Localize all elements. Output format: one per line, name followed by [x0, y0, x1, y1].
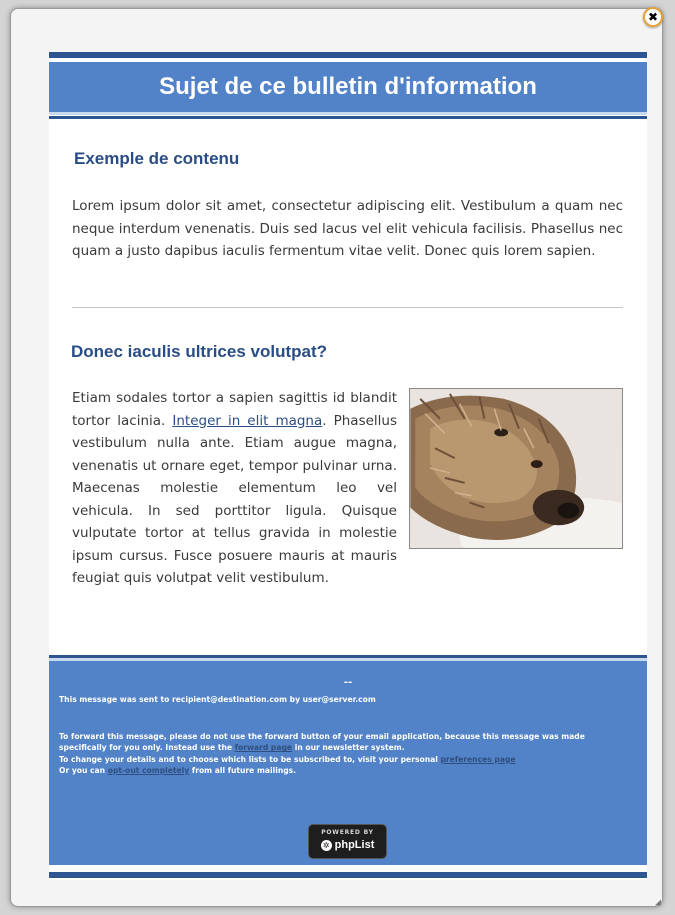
footer-optout-text: Or you can [59, 765, 108, 775]
header-divider-dark [49, 116, 647, 119]
footer-forward-text-end: in our newsletter system. [292, 743, 405, 753]
header-divider-light [49, 112, 647, 115]
newsletter-title: Sujet de ce bulletin d'information [49, 62, 647, 112]
phplist-icon: ✲ [321, 840, 332, 851]
forward-page-link[interactable]: forward page [234, 743, 293, 753]
integer-in-elit-magna-link[interactable]: Integer in elit magna [172, 412, 323, 429]
footer-separator: -- [343, 677, 353, 688]
close-icon: ✖ [647, 10, 659, 24]
section2-text-start: Etiam sodales tortor a sapien sagittis id blandit tortor lacinia. [72, 390, 397, 429]
footer-forward-text: To forward this message, please do not use the forward button of your email application, because this message was made specifically for you only. Instead use the [59, 732, 585, 753]
preferences-page-link[interactable]: preferences page [440, 754, 516, 764]
powered-by-label: POWERED BY [321, 829, 374, 836]
section2-heading: Donec iaculis ultrices volutpat? [71, 342, 328, 361]
footer-optout-text-end: from all future mailings. [189, 765, 297, 775]
section-divider [72, 307, 623, 308]
phplist-label: phpList [334, 839, 375, 851]
dog-photo-image [410, 389, 622, 548]
footer-sent-line: This message was sent to recipient@destination.com by user@server.com [59, 695, 376, 704]
footer-prefs-line [59, 754, 629, 765]
footer-forward-line [59, 731, 629, 754]
opt-out-link[interactable]: opt-out completely [107, 765, 190, 775]
footer-optout-line [59, 765, 629, 776]
section2-paragraph [72, 387, 623, 590]
newsletter-body [49, 52, 647, 880]
newsletter-footer [49, 661, 647, 865]
resize-handle-icon[interactable]: ◢ [655, 897, 662, 908]
powered-by-phplist-badge[interactable] [308, 824, 387, 859]
section1-heading: Exemple de contenu [74, 149, 240, 168]
footer-instructions [59, 731, 629, 776]
section2-text-end: . Phasellus vestibulum nulla ante. Etiam augue magna, venenatis ut ornare eget, tempor pulvinar urna. Maecenas molestie elementum leo vel vehicula. In sed porttitor ligula. Quisque vulputate tortor at tellus gravida in molestie ipsum cursus. Fusce posuere mauris at mauris feugiat quis volutpat velit vestibulum. [72, 412, 398, 586]
modal-window [10, 8, 663, 907]
close-button[interactable] [643, 7, 663, 27]
footer-prefs-text: To change your details and to choose which lists to be subscribed to, visit your personal [59, 754, 441, 764]
section1-paragraph: Lorem ipsum dolor sit amet, consectetur adipiscing elit. Vestibulum a quam nec neque interdum venenatis. Duis sed lacus vel elit vehicula facilisis. Phasellus nec quam a justo dapibus iaculis fermentum vitae velit. Donec quis lorem sapien. [72, 198, 623, 259]
bottom-bar [49, 872, 647, 878]
phplist-logo [309, 839, 386, 851]
dog-photo [409, 388, 623, 549]
top-bar [49, 52, 647, 58]
